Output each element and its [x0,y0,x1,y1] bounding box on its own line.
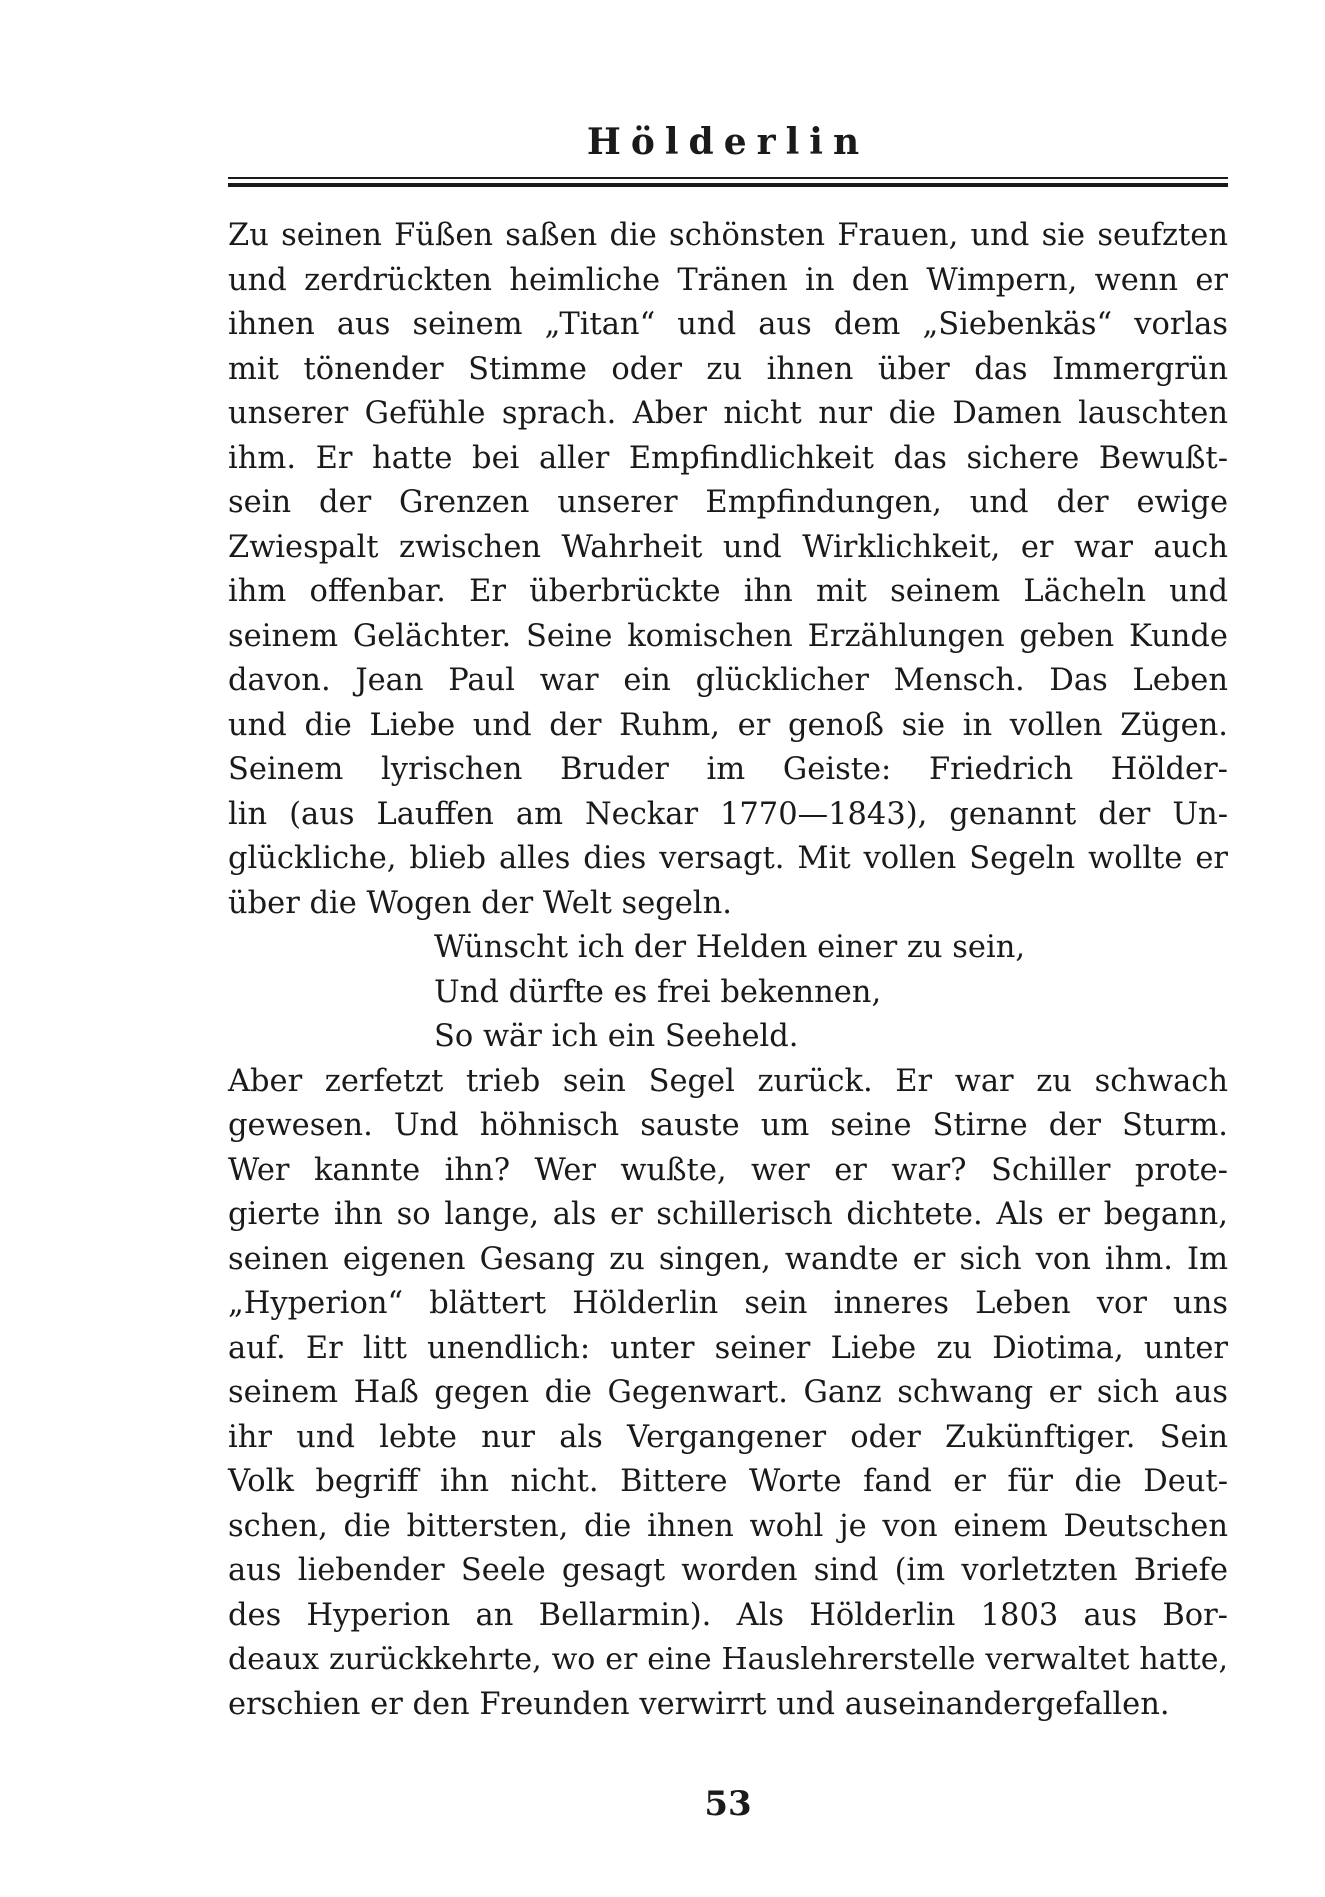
text-line: deaux zurückkehrte, wo er eine Hauslehrerstelle verwaltet hatte, [228,1642,1228,1677]
text-line: auf. Er litt unendlich: unter seiner Liebe zu Diotima, unter [228,1330,1228,1366]
text-line: Zu seinen Füßen saßen die schönsten Frauen, und sie seufzten [228,218,1228,253]
text-line: ihm offenbar. Er überbrückte ihn mit seinem Lächeln und [228,574,1228,609]
verse-line: So wär ich ein Seeheld. [434,1019,799,1054]
verse-line: Wünscht ich der Helden einer zu sein, [434,930,1026,965]
text-line: mit tönender Stimme oder zu ihnen über das Immergrün [228,351,1228,387]
text-line: glückliche, blieb alles dies versagt. Mit vollen Segeln wollte er [228,841,1228,876]
verse-line: Und dürfte es frei bekennen, [434,974,882,1010]
text-line: über die Wogen der Welt segeln. [228,885,732,921]
text-line: Wer kannte ihn? Wer wußte, wer er war? Schiller prote- [228,1152,1228,1188]
text-line: seinen eigenen Gesang zu singen, wandte er sich von ihm. Im [228,1241,1228,1277]
text-line: Aber zerfetzt trieb sein Segel zurück. Er war zu schwach [228,1063,1228,1099]
page-number: 53 [704,1784,752,1824]
text-line: „Hyperion“ blättert Hölderlin sein inneres Leben vor uns [228,1286,1228,1321]
text-line: Seinem lyrischen Bruder im Geiste: Friedrich Hölder- [228,752,1228,787]
text-line: seinem Gelächter. Seine komischen Erzählungen geben Kunde [228,618,1228,654]
text-line: aus liebender Seele gesagt worden sind (im vorletzten Briefe [228,1553,1228,1588]
text-line: Volk begriff ihn nicht. Bittere Worte fand er für die Deut- [228,1464,1228,1499]
text-line: schen, die bittersten, die ihnen wohl je von einem Deutschen [228,1508,1228,1544]
text-line: ihm. Er hatte bei aller Empfindlichkeit das sichere Bewußt- [228,440,1228,476]
text-line: Zwiespalt zwischen Wahrheit und Wirklichkeit, er war auch [228,529,1228,565]
text-line: ihr und lebte nur als Vergangener oder Zukünftiger. Sein [228,1419,1228,1455]
text-line: davon. Jean Paul war ein glücklicher Mensch. Das Leben [228,663,1228,698]
text-line: lin (aus Lauffen am Neckar 1770—1843), genannt der Un- [228,796,1228,832]
text-line: gewesen. Und höhnisch sauste um seine Stirne der Sturm. [228,1108,1228,1143]
text-line: gierte ihn so lange, als er schillerisch dichtete. Als er begann, [228,1197,1228,1232]
header-double-rule [228,177,1228,187]
text-line: und die Liebe und der Ruhm, er genoß sie in vollen Zügen. [228,707,1228,743]
running-head: Hölderlin [586,121,870,163]
text-line: und zerdrückten heimliche Tränen in den Wimpern, wenn er [228,262,1228,298]
text-line: unserer Gefühle sprach. Aber nicht nur die Damen lauschten [228,396,1228,431]
text-line: ihnen aus seinem „Titan“ und aus dem „Siebenkäs“ vorlas [228,307,1228,342]
text-line: sein der Grenzen unserer Empfindungen, und der ewige [228,485,1228,520]
text-line: erschien er den Freunden verwirrt und auseinandergefallen. [228,1686,1170,1722]
body-text [228,214,1228,1727]
text-line: seinem Haß gegen die Gegenwart. Ganz schwang er sich aus [228,1375,1228,1410]
text-line: des Hyperion an Bellarmin). Als Hölderlin 1803 aus Bor- [228,1597,1228,1633]
